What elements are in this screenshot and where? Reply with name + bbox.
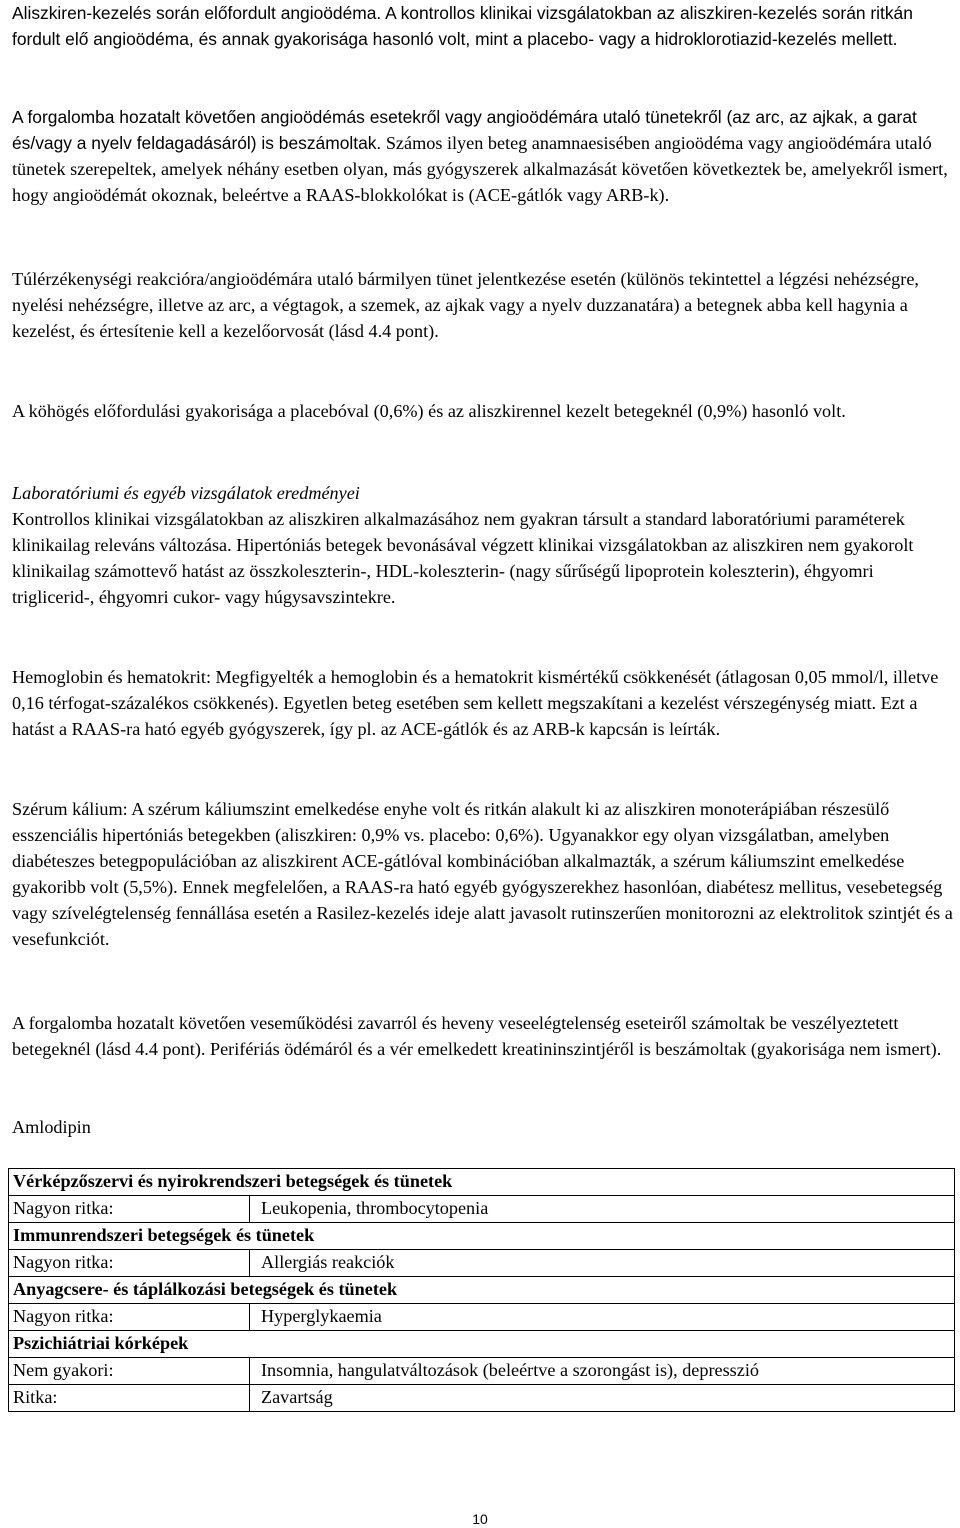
table-row xyxy=(9,1223,955,1250)
effect-cell: Zavartság xyxy=(250,1385,955,1412)
category-cell: Anyagcsere- és táplálkozási betegségek és tünetek xyxy=(9,1277,955,1304)
table-row xyxy=(9,1304,955,1331)
amlodipin-heading: Amlodipin xyxy=(12,1117,91,1137)
paragraph-postmarketing-angioedema-a: A forgalomba hozatalt követően angioödémás esetekről vagy angioödémára utaló tünetekről (az arc, az ajkak, a garat és/vagy a nyelv feldagadásáról) is beszámoltak. xyxy=(12,107,917,153)
paragraph-hemoglobin: Hemoglobin és hematokrit: Megfigyelték a hemoglobin és a hematokrit kismértékű csökkenését (átlagosan 0,05 mmol/l, illetve 0,16 térfogat-százalékos csökkenés). Egyetlen beteg esetében sem kellett megszakítani a kezelést vérszegénység miatt. Ezt a hatást a RAAS-ra ható egyéb gyógyszerek, így pl. az ACE-gátlók és az ARB-k kapcsán is leírták. xyxy=(12,667,939,739)
category-cell: Pszichiátriai kórképek xyxy=(9,1331,955,1358)
paragraph-cough: A köhögés előfordulási gyakorisága a placebóval (0,6%) és az aliszkirennel kezelt betegeknél (0,9%) hasonló volt. xyxy=(12,401,846,421)
frequency-cell: Ritka: xyxy=(9,1385,250,1412)
paragraph-renal-postmarketing: A forgalomba hozatalt követően veseműködési zavarról és heveny veseelégtelenség eseteiről számoltak be veszélyeztetett betegeknél (lásd 4.4 pont). Perifériás ödémáról és a vér emelkedett kreatininszintjéről is beszámoltak (gyakorisága nem ismert). xyxy=(12,1013,942,1059)
frequency-cell: Nagyon ritka: xyxy=(9,1304,250,1331)
category-cell: Vérképzőszervi és nyirokrendszeri betegségek és tünetek xyxy=(9,1169,955,1196)
lab-results-heading: Laboratóriumi és egyéb vizsgálatok eredményei xyxy=(12,483,360,503)
effect-cell: Allergiás reakciók xyxy=(250,1250,955,1277)
adverse-effects-table xyxy=(8,1168,955,1412)
table-row xyxy=(9,1169,955,1196)
frequency-cell: Nagyon ritka: xyxy=(9,1250,250,1277)
paragraph-serum-potassium: Szérum kálium: A szérum káliumszint emelkedése enyhe volt és ritkán alakult ki az aliszkiren monoterápiában részesülő esszenciális hipertóniás betegekben (aliszkiren: 0,9% vs. placebo: 0,6%). Ugyanakkor egy olyan vizsgálatban, amelyben diabéteszes betegpopulációban az aliszkirent ACE-gátlóval kombinációban alkalmazták, a szérum káliumszint emelkedése gyakoribb volt (5,5%). Ennek megfelelően, a RAAS-ra ható egyéb gyógyszerekhez hasonlóan, diabétesz mellitus, vesebetegség vagy szívelégtelenség fennállása esetén a Rasilez-kezelés ideje alatt javasolt rutinszerűen monitorozni az elektrolitok szintjét és a vesefunkciót. xyxy=(12,799,953,949)
table-row xyxy=(9,1385,955,1412)
page-number: 10 xyxy=(472,1511,488,1527)
effect-cell: Hyperglykaemia xyxy=(250,1304,955,1331)
effect-cell: Leukopenia, thrombocytopenia xyxy=(250,1196,955,1223)
paragraph-angioedema-intro: Aliszkiren-kezelés során előfordult angioödéma. A kontrollos klinikai vizsgálatokban az aliszkiren-kezelés során ritkán fordult elő angioödéma, és annak gyakorisága hasonló volt, mint a placebo- vagy a hidroklorotiazid-kezelés mellett. xyxy=(12,3,913,49)
frequency-cell: Nagyon ritka: xyxy=(9,1196,250,1223)
table-row xyxy=(9,1277,955,1304)
paragraph-postmarketing-angioedema xyxy=(12,104,956,208)
table-row xyxy=(9,1196,955,1223)
effect-cell: Insomnia, hangulatváltozások (beleértve a szorongást is), depresszió xyxy=(250,1358,955,1385)
frequency-cell: Nem gyakori: xyxy=(9,1358,250,1385)
table-row xyxy=(9,1250,955,1277)
paragraph-hypersensitivity: Túlérzékenységi reakcióra/angioödémára utaló bármilyen tünet jelentkezése esetén (különös tekintettel a légzési nehézségre, nyelési nehézségre, illetve az arc, a végtagok, a szemek, az ajkak vagy a nyelv duzzanatára) a betegnek abba kell hagynia a kezelést, és értesítenie kell a kezelőorvosát (lásd 4.4 pont). xyxy=(12,269,919,341)
paragraph-lab-results: Kontrollos klinikai vizsgálatokban az aliszkiren alkalmazásához nem gyakran társult a standard laboratóriumi paraméterek klinikailag releváns változása. Hipertóniás betegek bevonásával végzett klinikai vizsgálatokban az aliszkiren nem gyakorolt klinikailag számottevő hatást az összkoleszterin-, HDL-koleszterin- (nagy sűrűségű lipoprotein koleszterin), éhgyomri triglicerid-, éhgyomri cukor- vagy húgysavszintekre. xyxy=(12,509,914,607)
table-row xyxy=(9,1331,955,1358)
paragraph-postmarketing-angioedema-b: Számos ilyen beteg anamnaesisében angioödéma vagy angioödémára utaló tünetek szerepeltek, amelyek néhány esetben olyan, más gyógyszerek alkalmazását követően következtek be, amelyekről ismert, hogy angioödémát okoznak, beleértve a RAAS-blokkolókat is (ACE-gátlók vagy ARB-k). xyxy=(12,133,948,205)
table-row xyxy=(9,1358,955,1385)
category-cell: Immunrendszeri betegségek és tünetek xyxy=(9,1223,955,1250)
